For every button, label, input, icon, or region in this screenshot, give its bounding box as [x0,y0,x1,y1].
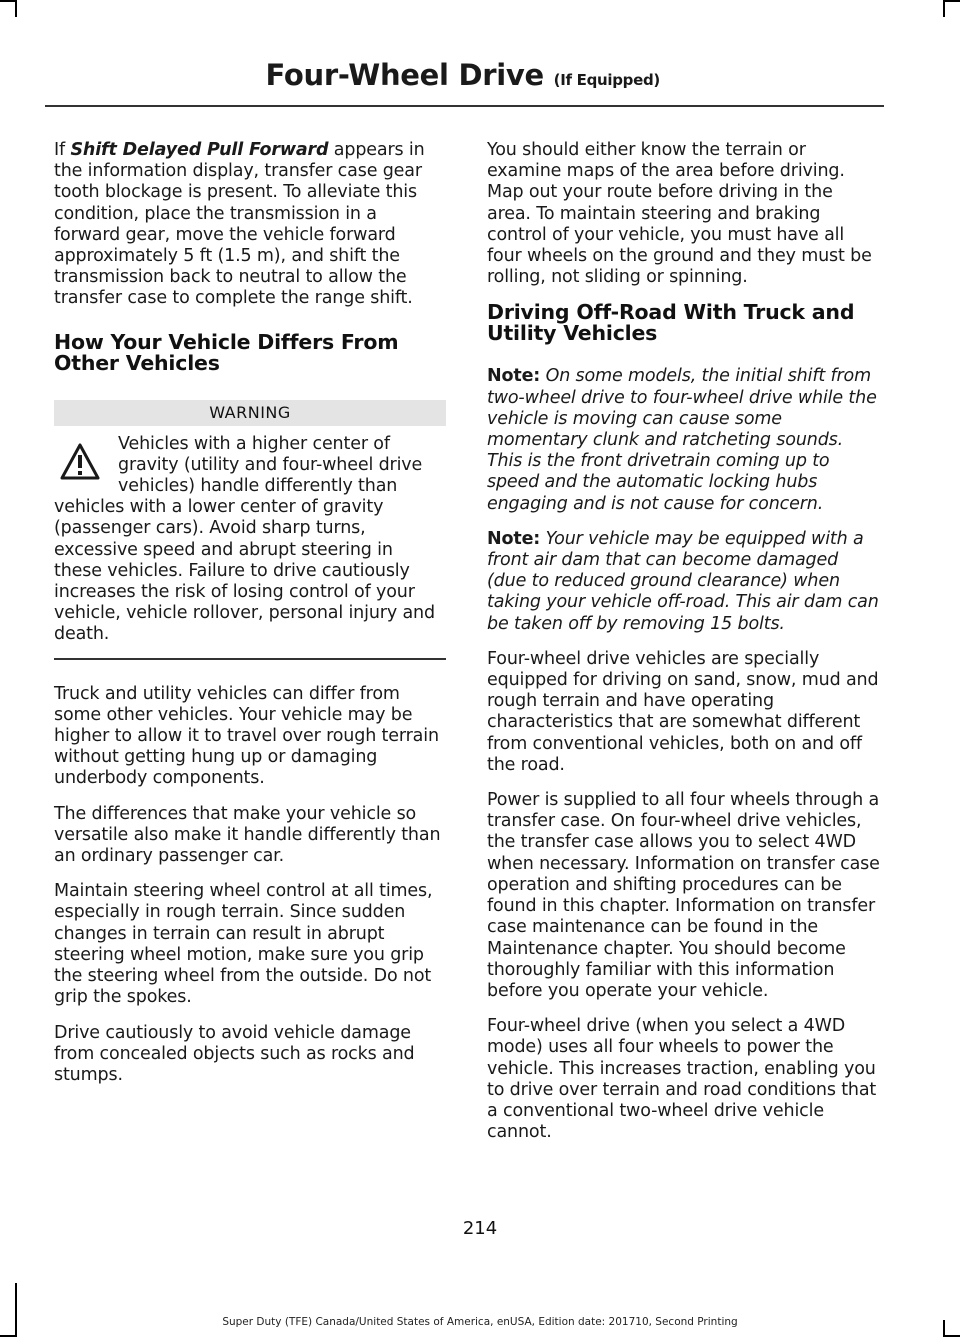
note-initial-shift [487,366,881,514]
text-prefix: If [54,140,71,160]
warning-divider [54,658,446,660]
text-rest: appears in the information display, transfer case gear tooth blockage is present. To alleviate this condition, place the transmission in a forward gear, move the vehicle forward approximately 5 ft (1.5 m), and shift the transmission back to neutral to allow the transfer case to complete the range shift. [54,140,425,309]
warning-box [54,400,446,660]
crop-mark-top-left-v [15,0,17,17]
paragraph-shift-delayed [54,140,446,310]
paragraph-4wd-mode: Four-wheel drive (when you select a 4WD mode) uses all four wheels to power the vehicle. This increases traction, enabling you to drive over terrain and road conditions that a conventional two-wheel drive vehicle cannot. [487,1016,877,1143]
section-heading-off-road: Driving Off-Road With Truck and Utility Vehicles [487,300,855,346]
paragraph-power-supplied: Power is supplied to all four wheels through a transfer case. On four-wheel drive vehicles, the transfer case allows you to select 4WD when necessary. Information on transfer case operation and shifting procedures can be found in this chapter. Information on transfer case maintenance can be found in the Maintenance chapter. You should become thoroughly familiar with this information before you operate your vehicle. [487,790,880,1001]
crop-mark-bottom-left-v [15,1283,17,1337]
warning-text: Vehicles with a higher center of gravity (utility and four-wheel drive vehicles) handle differently than vehicles with a lower center of gravity (passenger cars). Avoid sharp turns, excessive speed and abrupt steering in these vehicles. Failure to drive cautiously increases the risk of losing control of your vehicle, vehicle rollover, personal injury and death. [54,433,435,645]
message-name: Shift Delayed Pull Forward [70,140,329,160]
paragraph-know-terrain: You should either know the terrain or examine maps of the area before driving. Map out your route before driving in the area. To maintain steering and braking control of your vehicle, you must have all four wheels on the ground and they must be rolling, not sliding or spinning. [487,140,872,288]
paragraph-drive-cautiously: Drive cautiously to avoid vehicle damage from concealed objects such as rocks and stumps. [54,1022,415,1085]
paragraph-differences: The differences that make your vehicle so versatile also make it handle differently than an ordinary passenger car. [54,803,441,867]
note-text: On some models, the initial shift from two-wheel drive to four-wheel drive while the vehicle is moving can cause some momentary clunk and ratcheting sounds. This is the front drivetrain coming up to speed and the automatic locking hubs engaging and is not cause for concern. [487,366,877,514]
note-label: Note: [487,528,541,549]
paragraph-truck-differ: Truck and utility vehicles can differ from some other vehicles. Your vehicle may be higher to allow it to travel over rough terrain without getting hung up or damaging underbody components. [54,683,439,789]
note-air-dam [487,529,881,635]
right-column [487,140,881,1157]
chapter-header [266,58,660,92]
footer-edition: Super Duty (TFE) Canada/United States of America, enUSA, Edition date: 201710, Second Printing [222,1316,738,1328]
note-label: Note: [487,366,541,387]
chapter-title: Four-Wheel Drive [265,58,544,92]
chapter-subtitle: (If Equipped) [553,71,660,89]
paragraph-4wd-equipped: Four-wheel drive vehicles are specially equipped for driving on sand, snow, mud and rough terrain and have operating characteristics that are somewhat different from conventional vehicles, both on and off the road. [487,648,879,775]
left-column [54,140,446,1100]
warning-body [54,434,446,646]
section-heading-vehicle-differs: How Your Vehicle Differs From Other Vehicles [54,329,399,375]
header-divider [45,105,884,107]
crop-mark-top-right-v [943,0,945,17]
note-text: Your vehicle may be equipped with a front air dam that can become damaged (due to reduced ground clearance) when taking your vehicle off-road. This air dam can be taken off by removing 15 bolts. [487,528,879,634]
warning-label: WARNING [54,400,446,426]
paragraph-steering-control: Maintain steering wheel control at all times, especially in rough terrain. Since sudden changes in terrain can result in abrupt steering wheel motion, make sure you grip the steering wheel from the outside. Do not grip the spokes. [54,881,433,1008]
page-number: 214 [462,1218,498,1239]
crop-mark-top-left [0,0,15,2]
warning-triangle-icon [60,442,100,482]
crop-mark-top-right [945,0,960,2]
